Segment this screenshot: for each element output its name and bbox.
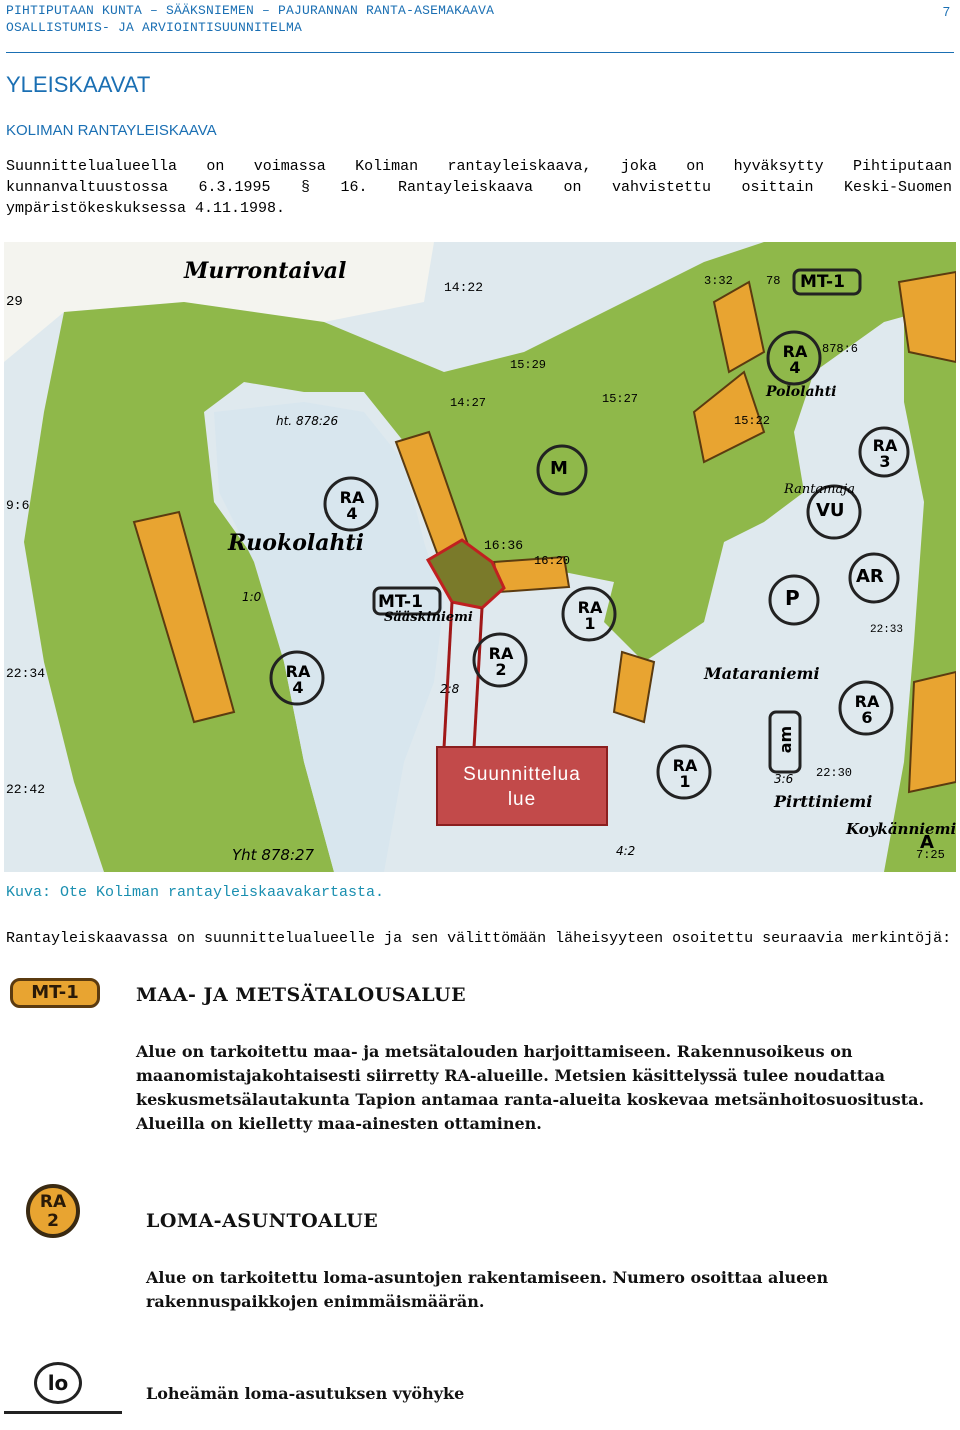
section-title: YLEISKAAVAT (6, 72, 151, 97)
map-elevation: 878:6 (822, 342, 859, 356)
map-elevation: 9:6 (6, 498, 30, 513)
map-elevation: 15:22 (734, 414, 771, 428)
legend-desc-line: keskusmetsälautakunta Tapion antamaa ranta-alueita koskevaa metsänhoitosuositusta. (136, 1090, 925, 1109)
zoning-map (4, 242, 956, 872)
map-zone-label: RA 4 (782, 342, 808, 377)
map-elevation: 22:34 (6, 666, 46, 681)
map-elevation: 14:22 (444, 280, 484, 295)
map-elevation: Yht 878:27 (232, 846, 315, 864)
planning-area-callout (436, 746, 608, 826)
map-zone-label: A (920, 832, 934, 853)
map-label-place: Sääskiniemi (384, 610, 473, 625)
map-zone-label: RA 1 (672, 756, 698, 791)
map-elevation: 3:32 (704, 274, 733, 288)
body-paragraph: Suunnittelualueella on voimassa Koliman rantayleiskaava, joka on hyväksytty Pihtiputaan kunnanvaltuustossa 6.3.1995 § 16. Rantayleiskaava on vahvistettu osittain Keski-Suomen ympäristökeskuksessa 4.11.1998. (6, 158, 952, 217)
map-elevation: 3:6 (774, 772, 794, 786)
map-zone-label: RA 6 (854, 692, 880, 727)
map-elevation: 22:30 (816, 766, 853, 780)
legend-desc-line: Alueilla on kielletty maa-ainesten ottaminen. (136, 1114, 542, 1133)
ra2-symbol-label: RA 2 (39, 1192, 67, 1231)
map-label-place: Pirttiniemi (774, 792, 873, 811)
map-zone-label: am (776, 725, 796, 754)
mt1-symbol: MT-1 (10, 978, 100, 1008)
map-label-place: Pololahti (766, 384, 837, 400)
map-elevation: 7:25 (916, 848, 945, 862)
map-zone-label: M (550, 458, 568, 479)
lo-underline (4, 1411, 122, 1414)
map-elevation: 14:27 (450, 396, 487, 410)
map-elevation: 16:20 (534, 554, 571, 568)
map-elevation: 1:0 (242, 590, 262, 604)
legend-desc-ra2 (146, 1266, 828, 1314)
map-elevation: 78 (766, 274, 781, 288)
map-zone-label: RA 4 (339, 488, 365, 523)
map-zone-label: MT-1 (378, 592, 423, 612)
map-elevation: 16:36 (484, 538, 524, 553)
map-label-place: Rantamaja (784, 482, 856, 497)
map-label-place: Murrontaival (184, 258, 347, 284)
page-header (6, 2, 954, 54)
legend-title-ra2: LOMA-ASUNTOALUE (146, 1210, 379, 1232)
map-zone-label: VU (816, 500, 845, 521)
map-elevation: 15:27 (602, 392, 639, 406)
map-zone-label: MT-1 (800, 272, 845, 292)
legend (0, 964, 960, 1430)
legend-desc-lo: Loheämän loma-asutuksen vyöhyke (146, 1384, 465, 1403)
subsection-title: KOLIMAN RANTAYLEISKAAVA (6, 122, 217, 139)
legend-intro: Rantayleiskaavassa on suunnittelualueelle ja sen välittömään läheisyyteen osoitettu seuraavia merkintöjä: (6, 930, 952, 947)
map-zone-label: AR (856, 566, 884, 587)
legend-title-mt1: MAA- JA METSÄTALOUSALUE (136, 984, 467, 1006)
legend-desc-mt1 (136, 1040, 924, 1136)
legend-desc-line: maanomistajakohtaisesti siirretty RA-alueille. Metsien käsittelyssä tulee noudattaa (136, 1066, 885, 1085)
map-caption: Kuva: Ote Koliman rantayleiskaavakartasta. (6, 884, 385, 901)
header-rule (6, 52, 954, 53)
map-elevation: 22:33 (870, 624, 904, 636)
callout-label: Suunnittelualue (463, 764, 581, 810)
header-subtitle: OSALLISTUMIS- JA ARVIOINTISUUNNITELMA (6, 20, 303, 35)
ra2-symbol (26, 1184, 80, 1238)
map-zone-label: RA 2 (488, 644, 514, 679)
map-elevation: 29 (6, 294, 23, 310)
map-zone-label: P (785, 586, 800, 610)
map-zone-label: RA 1 (577, 598, 603, 633)
map-zone-label: RA 3 (872, 436, 898, 471)
map-elevation: 2:8 (440, 682, 460, 696)
header-title: PIHTIPUTAAN KUNTA – SÄÄKSNIEMEN – PAJURANNAN RANTA-ASEMAKAAVA (6, 3, 495, 18)
lo-symbol: lo (34, 1362, 82, 1404)
map-label-place: Ruokolahti (228, 530, 364, 556)
map-zone-label: RA 4 (285, 662, 311, 697)
map-elevation: ht. 878:26 (276, 414, 339, 428)
legend-desc-line: Alue on tarkoitettu maa- ja metsätalouden harjoittamiseen. Rakennusoikeus on (136, 1042, 853, 1061)
map-label-place: Koykänniemi (846, 820, 956, 838)
map-elevation: 22:42 (6, 782, 46, 797)
map-label-place: Mataraniemi (704, 664, 820, 683)
legend-desc-line: Alue on tarkoitettu loma-asuntojen rakentamiseen. Numero osoittaa alueen (146, 1268, 829, 1287)
legend-desc-line: rakennuspaikkojen enimmäismäärän. (146, 1292, 485, 1311)
page-number: 7 (942, 4, 950, 19)
map-elevation: 15:29 (510, 358, 547, 372)
map-elevation: 4:2 (616, 844, 636, 858)
